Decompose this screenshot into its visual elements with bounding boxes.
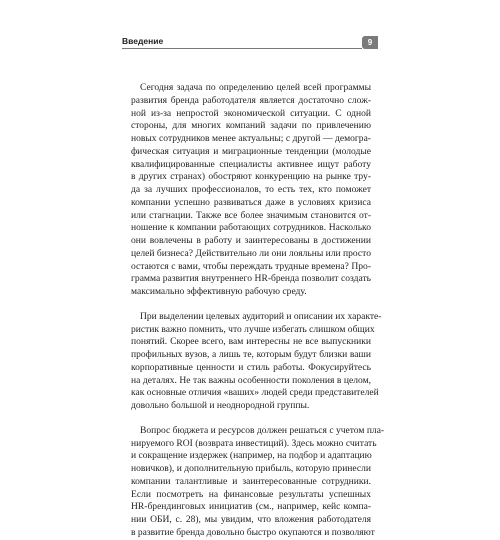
text-line: профильных вузов, а лишь те, которым будут близки ваши	[131, 349, 371, 360]
text-line: При выделении целевых аудиторий и описании их характе-	[140, 310, 382, 322]
text-line: ристик важно помнить, что лучше избегать слишком общих	[131, 323, 375, 335]
text-line: довольно большой и неоднородной группы.	[131, 400, 310, 411]
text-line: нии ОБИ, с. 28), мы увидим, что вложения работодателя	[131, 514, 371, 525]
text-line: в развитие бренда довольно быстро окупаются и позволяют	[131, 526, 375, 538]
text-line: понятий. Скорее всего, вам интересны не все выпускники	[131, 336, 371, 348]
text-line: квалифицированные специалисты активнее ищут работу	[131, 158, 371, 170]
text-line: они вовлечены в работу и заинтересованы в достижении	[131, 235, 371, 246]
text-line: Вопрос бюджета и ресурсов должен решаться с учетом пла-	[140, 424, 385, 436]
text-line: корпоративные ценности и стиль работы. Фокусируйтесь	[131, 361, 371, 373]
text-line: Если посмотреть на финансовые результаты успешных	[131, 488, 371, 500]
text-line: как основные отличия «ваших» людей среди представителей	[131, 387, 379, 399]
text-line: развития бренда работодателя является достаточно слож-	[131, 94, 371, 106]
text-line: компании успешно развиваться даже в условиях кризиса	[131, 196, 371, 208]
text-line: в других странах) обостряют конкуренцию на рынке тру-	[131, 171, 371, 183]
text-line: да за лучших профессионалов, то есть тех, кто поможет	[131, 184, 371, 195]
header-rule	[122, 48, 362, 49]
text-line: остаются с вами, чтобы переждать трудные времена? Про-	[131, 260, 371, 272]
body-text	[131, 82, 385, 540]
text-line: новичков), и дополнительную прибыль, которую принесли	[131, 463, 371, 474]
text-line: ношение к компании работающих сотрудников. Насколько	[131, 222, 371, 234]
text-line: фическая ситуация и миграционные тенденции (молодые	[131, 145, 371, 157]
text-line: стороны, для многих компаний задачи по привлечению	[131, 120, 371, 132]
text-line: новых сотрудников менее актуальны; с другой — демогра-	[131, 133, 371, 144]
paragraph-1	[131, 82, 371, 299]
text-line: HR-брендинговых инициатив (см., например, кейс компа-	[131, 501, 371, 513]
paragraph-2	[131, 310, 382, 413]
text-line: целей бизнеса? Действительно ли они лояльны или просто	[131, 247, 371, 259]
section-title: Введение	[122, 36, 164, 46]
text-line: на деталях. Не так важны особенности поколения в целом,	[131, 374, 371, 386]
text-line: нируемого ROI (возврата инвестиций). Здесь можно считать	[131, 437, 377, 449]
running-header	[122, 36, 378, 49]
text-line: ной из-за непростой экономической ситуации. С одной	[131, 107, 371, 119]
page-number: 9	[367, 38, 373, 47]
text-line: Сегодня задача по определению целей всей программы	[140, 82, 371, 93]
text-line: компании талантливые и заинтересованные сотрудники.	[131, 475, 371, 487]
paragraph-3	[131, 424, 385, 540]
text-line: или стагнации. Также все более значимым становится от-	[131, 209, 371, 221]
page-number-badge	[362, 36, 378, 49]
text-line: грамма развития внутреннего HR-бренда позволит создать	[131, 273, 371, 285]
text-line: максимально эффективную рабочую среду.	[131, 286, 307, 297]
text-line: и сокращение издержек (например, на подбор и адаптацию	[131, 450, 372, 462]
